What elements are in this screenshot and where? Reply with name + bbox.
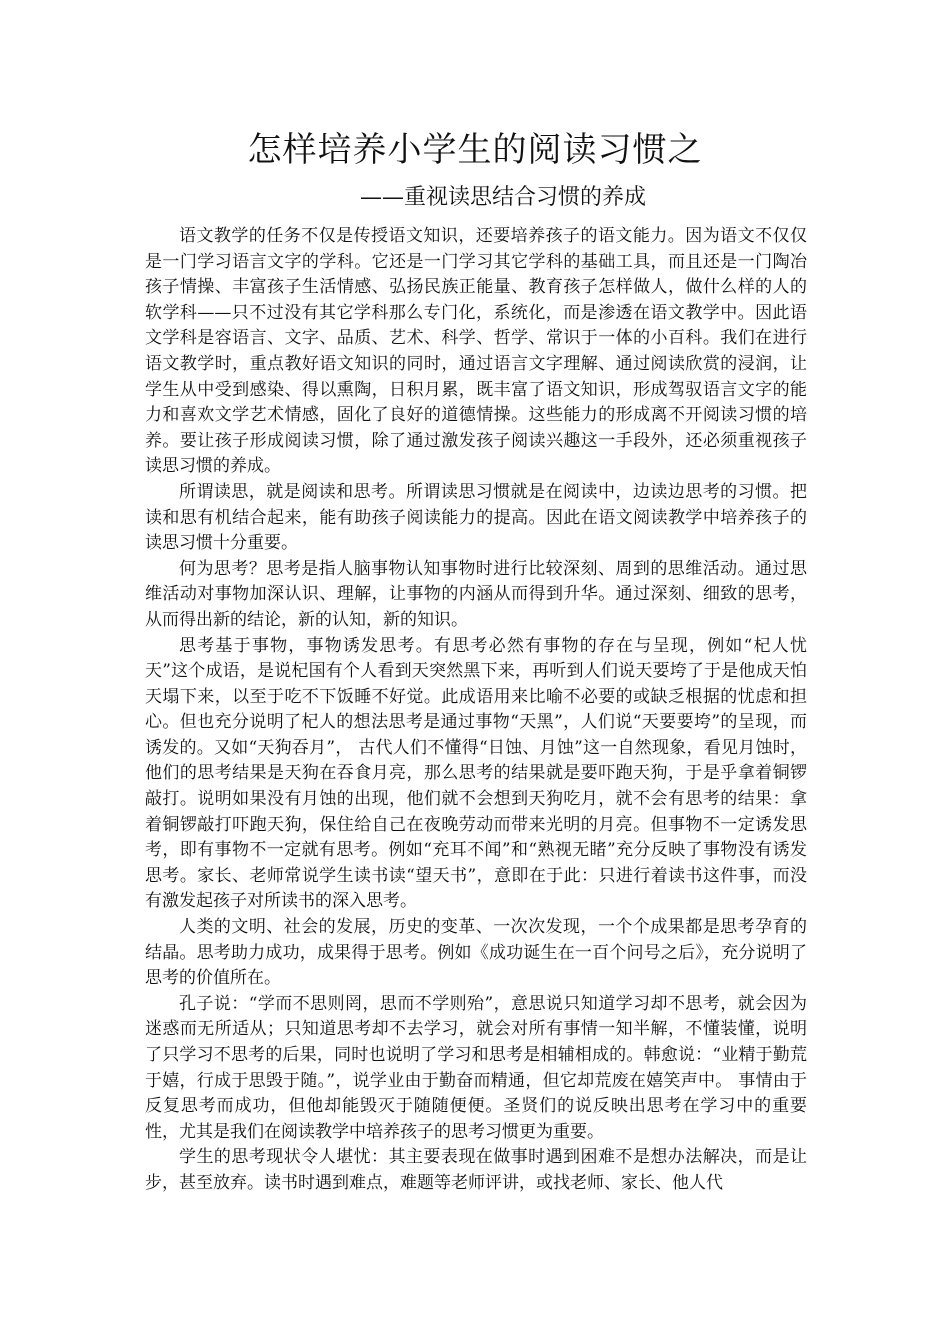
document-title: 怎样培养小学生的阅读习惯之 — [247, 130, 703, 170]
paragraph: 人类的文明、社会的发展，历史的变革、一次次发现，一个个成果都是思考孕育的结晶。思考助力成功，成果得于思考。例如《成功诞生在一百个问号之后》，充分说明了思考的价值所在。 — [145, 917, 807, 989]
paragraph: 孔子说：“学而不思则罔，思而不学则殆”，意思说只知道学习却不思考，就会因为迷惑而无所适从；只知道思考却不去学习，就会对所有事情一知半解，不懂装懂，说明了只学习不思考的后果，同时也说明了学习和思考是相辅相成的。韩愈说：“业精于勤荒于嬉，行成于思毁于随。”，说学业由于勤奋而精通，但它却荒废在嬉笑声中。 事情由于反复思考而成功，但他却能毁灭于随随便便。圣贤们的说反映出思考在学习中的重要性，尤其是我们在阅读教学中培养孩子的思考习惯更为重要。 — [145, 993, 807, 1142]
paragraph: 何为思考？思考是指人脑事物认知事物时进行比较深刻、周到的思维活动。通过思维活动对事物加深认识、理解，让事物的内涵从而得到升华。通过深刻、细致的思考，从而得出新的结论，新的认知，新的知识。 — [145, 558, 807, 630]
paragraph: 所谓读思，就是阅读和思考。所谓读思习惯就是在阅读中，边读边思考的习惯。把读和思有机结合起来，能有助孩子阅读能力的提高。因此在语文阅读教学中培养孩子的读思习惯十分重要。 — [145, 481, 807, 554]
document-body — [145, 224, 807, 1197]
paragraph: 思考基于事物，事物诱发思考。有思考必然有事物的存在与呈现，例如“杞人忧天”这个成语，是说杞国有个人看到天突然黑下来，再听到人们说天要垮了于是他成天怕天塌下来，以至于吃不下饭睡不好觉。此成语用来比喻不必要的或缺乏根据的忧虑和担心。但也充分说明了杞人的想法思考是通过事物“天黑”，人们说“天要要垮”的呈现，而诱发的。又如“天狗吞月”， 古代人们不懂得“日蚀、月蚀”这一自然现象，看见月蚀时，他们的思考结果是天狗在吞食月亮，那么思考的结果就是要吓跑天狗，于是乎拿着铜锣敲打。说明如果没有月蚀的出现，他们就不会想到天狗吃月，就不会有思考的结果：拿着铜锣敲打吓跑天狗，保住给自己在夜晚劳动而带来光明的月亮。但事物不一定诱发思考，即有事物不一定就有思考。例如“充耳不闻”和“熟视无睹”充分反映了事物没有诱发思考。家长、老师常说学生读书读“望天书”，意即在于此：只进行着读书这件事，而没有激发起孩子对所读书的深入思考。 — [145, 635, 807, 912]
paragraph: 语文教学的任务不仅是传授语文知识，还要培养孩子的语文能力。因为语文不仅仅是一门学习语言文字的学科。它还是一门学习其它学科的基础工具，而且还是一门陶冶孩子情操、丰富孩子生活情感、弘扬民族正能量、教育孩子怎样做人，做什么样的人的软学科——只不过没有其它学科那么专门化，系统化，而是渗透在语文教学中。因此语文学科是容语言、文字、品质、艺术、科学、哲学、常识于一体的小百科。我们在进行语文教学时，重点教好语文知识的同时，通过语言文字理解、通过阅读欣赏的浸润，让学生从中受到感染、得以熏陶，日积月累，既丰富了语文知识，形成驾驭语言文字的能力和喜欢文学艺术情感，固化了良好的道德情操。这些能力的形成离不开阅读习惯的培养。要让孩子形成阅读习惯，除了通过激发孩子阅读兴趣这一手段外，还必须重视孩子读思习惯的养成。 — [145, 226, 807, 477]
paragraph: 学生的思考现状令人堪忧：其主要表现在做事时遇到困难不是想办法解决，而是让步，甚至放弃。读书时遇到难点，难题等老师评讲，或找老师、家长、他人代 — [145, 1147, 807, 1193]
document-subtitle: ——重视读思结合习惯的养成 — [360, 185, 647, 210]
